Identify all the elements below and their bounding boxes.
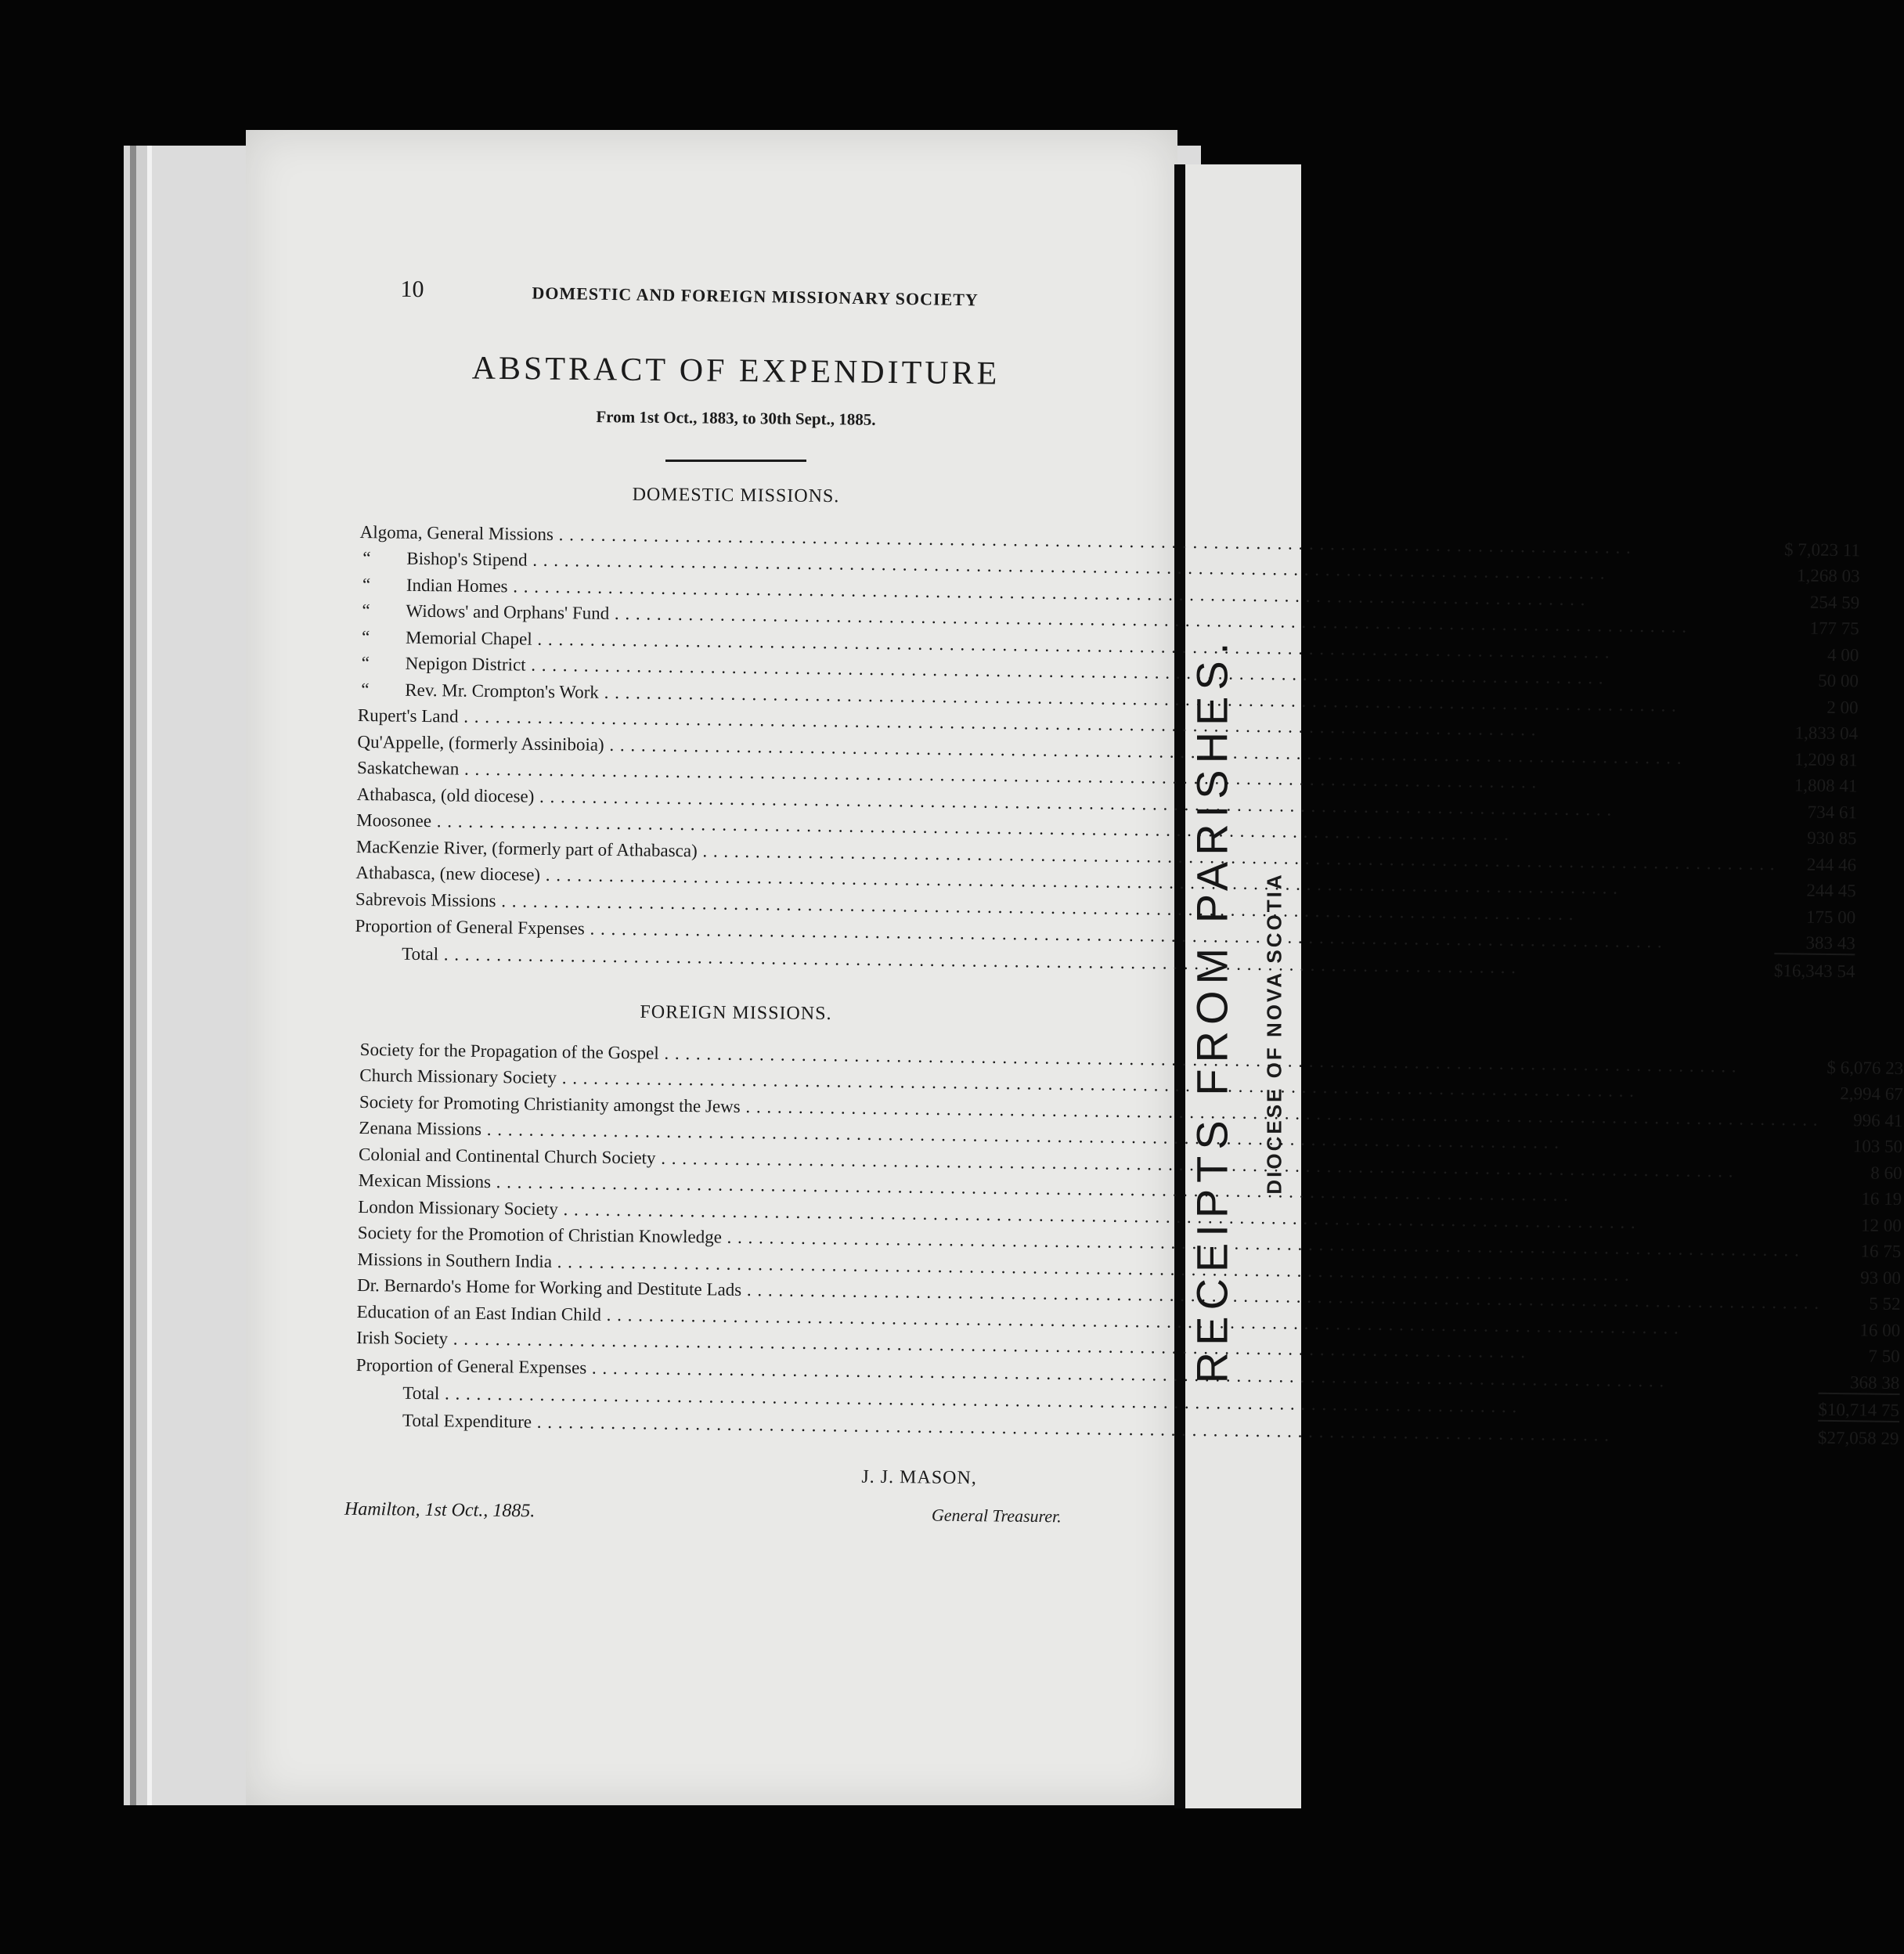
facing-page-title: RECEIPTS FROM PARISHES. bbox=[1187, 636, 1237, 1384]
row-amount: 4 00 bbox=[1826, 644, 1859, 665]
page-header bbox=[359, 266, 1112, 325]
row-label-text: Memorial Chapel bbox=[405, 627, 532, 649]
row-label-text: Bishop's Stipend bbox=[406, 548, 528, 570]
row-label-text: Rupert's Land bbox=[357, 705, 459, 726]
facing-page-subtitle: DIOCESE OF NOVA SCOTIA bbox=[1262, 872, 1286, 1195]
row-label-text: London Missionary Society bbox=[358, 1195, 558, 1219]
row-label-text: Dr. Bernardo's Home for Working and Destitute Lads bbox=[356, 1274, 742, 1300]
domestic-heading: DOMESTIC MISSIONS. bbox=[632, 484, 840, 507]
running-head: DOMESTIC AND FOREIGN MISSIONARY SOCIETY bbox=[532, 283, 979, 310]
row-amount: $ 6,076 23 bbox=[1826, 1056, 1904, 1078]
row-label-text: Widows' and Orphans' Fund bbox=[406, 600, 610, 623]
row-label-text: Moosonee bbox=[356, 809, 432, 831]
row-amount: 368 38 bbox=[1849, 1372, 1900, 1393]
row-amount: 12 00 bbox=[1860, 1214, 1902, 1235]
row-amount: 1,833 04 bbox=[1794, 723, 1859, 744]
row-amount: 5 52 bbox=[1869, 1293, 1901, 1314]
signer-title: General Treasurer. bbox=[931, 1505, 1062, 1527]
signer-name: J. J. MASON, bbox=[861, 1466, 977, 1489]
ditto-mark: “ bbox=[361, 626, 370, 647]
row-amount: 93 00 bbox=[1860, 1267, 1902, 1288]
row-amount: 7 50 bbox=[1868, 1346, 1900, 1366]
row-amount: 177 75 bbox=[1809, 618, 1859, 639]
row-amount: 103 50 bbox=[1852, 1135, 1903, 1156]
row-label-text: Algoma, General Missions bbox=[359, 521, 554, 544]
document-title: ABSTRACT OF EXPENDITURE bbox=[471, 350, 1001, 392]
row-amount: 175 00 bbox=[1805, 907, 1856, 927]
row-label-text: Mexican Missions bbox=[358, 1170, 492, 1192]
row-label-text: Church Missionary Society bbox=[359, 1065, 557, 1087]
ditto-mark: “ bbox=[362, 600, 370, 621]
grand-total-amount: $27,058 29 bbox=[1818, 1420, 1899, 1448]
row-label-text: Colonial and Continental Church Society bbox=[358, 1143, 656, 1167]
row-amount: 8 60 bbox=[1870, 1162, 1902, 1183]
date-range: From 1st Oct., 1883, to 30th Sept., 1885. bbox=[596, 407, 876, 429]
row-label-text: Indian Homes bbox=[406, 575, 508, 596]
row-amount: 2 00 bbox=[1826, 697, 1859, 717]
signature-block bbox=[344, 1457, 1112, 1559]
row-amount: 1,268 03 bbox=[1796, 565, 1860, 586]
row-label-text: MacKenzie River, (formerly part of Athabasca) bbox=[355, 836, 698, 860]
row-label-text: Rev. Mr. Crompton's Work bbox=[405, 680, 600, 702]
row-amount: 1,209 81 bbox=[1794, 748, 1858, 770]
row-label-text: Saskatchewan bbox=[356, 757, 460, 779]
row-label-text: Irish Society bbox=[356, 1327, 449, 1348]
ditto-mark: “ bbox=[362, 548, 371, 568]
row-amount: 930 85 bbox=[1807, 827, 1857, 849]
row-amount: $ 7,023 11 bbox=[1783, 539, 1861, 560]
row-amount: 734 61 bbox=[1807, 802, 1858, 822]
ditto-mark: “ bbox=[362, 574, 371, 594]
row-amount: 244 45 bbox=[1806, 880, 1856, 901]
row-amount: 1,808 41 bbox=[1794, 775, 1858, 796]
total-amount: $16,343 54 bbox=[1774, 954, 1855, 982]
foreign-table bbox=[355, 1033, 1904, 1449]
row-label-text: Missions in Southern India bbox=[357, 1248, 553, 1271]
ditto-mark: “ bbox=[361, 653, 370, 673]
page-number: 10 bbox=[400, 276, 424, 303]
row-amount: 16 75 bbox=[1860, 1240, 1902, 1261]
row-amount: 2,994 67 bbox=[1840, 1083, 1904, 1104]
domestic-table bbox=[355, 516, 1860, 982]
row-label-text: Society for the Promotion of Christian Knowledge bbox=[357, 1222, 723, 1247]
row-label-text: Athabasca, (new diocese) bbox=[355, 862, 541, 885]
row-amount: 254 59 bbox=[1809, 592, 1860, 612]
row-amount: 996 41 bbox=[1853, 1109, 1903, 1130]
row-label-text: Qu'Appelle, (formerly Assiniboia) bbox=[357, 731, 604, 755]
row-label-text: Society for the Propagation of the Gospel bbox=[359, 1038, 659, 1062]
row-label-text: Athabasca, (old diocese) bbox=[356, 784, 535, 806]
ditto-mark: “ bbox=[361, 679, 370, 699]
row-label-text: Nepigon District bbox=[405, 653, 526, 675]
total-label: Total . . . bbox=[355, 936, 1774, 981]
row-label-text: Society for Promoting Christianity amongst the Jews bbox=[359, 1091, 741, 1116]
place-date: Hamilton, 1st Oct., 1885. bbox=[344, 1498, 536, 1522]
row-amount: 50 00 bbox=[1818, 670, 1859, 691]
title-rule bbox=[665, 460, 806, 462]
row-label-text: Education of an East Indian Child bbox=[356, 1300, 602, 1324]
row-label-text: Zenana Missions bbox=[359, 1117, 482, 1139]
row-amount: 244 46 bbox=[1806, 854, 1857, 874]
row-amount: 383 43 bbox=[1805, 932, 1856, 954]
row-label-text: Proportion of General Expenses bbox=[355, 1354, 587, 1377]
total-label: Total . . . bbox=[355, 1375, 1818, 1420]
row-amount: 16 00 bbox=[1859, 1319, 1901, 1340]
grand-total-label: Total Expenditure . . . bbox=[355, 1402, 1818, 1447]
row-amount: 16 19 bbox=[1861, 1188, 1902, 1209]
total-amount: $10,714 75 bbox=[1818, 1393, 1899, 1422]
row-label-text: Proportion of General Fxpenses bbox=[355, 915, 585, 939]
row-label-text: Sabrevois Missions bbox=[355, 889, 496, 910]
foreign-heading: FOREIGN MISSIONS. bbox=[640, 1001, 832, 1024]
